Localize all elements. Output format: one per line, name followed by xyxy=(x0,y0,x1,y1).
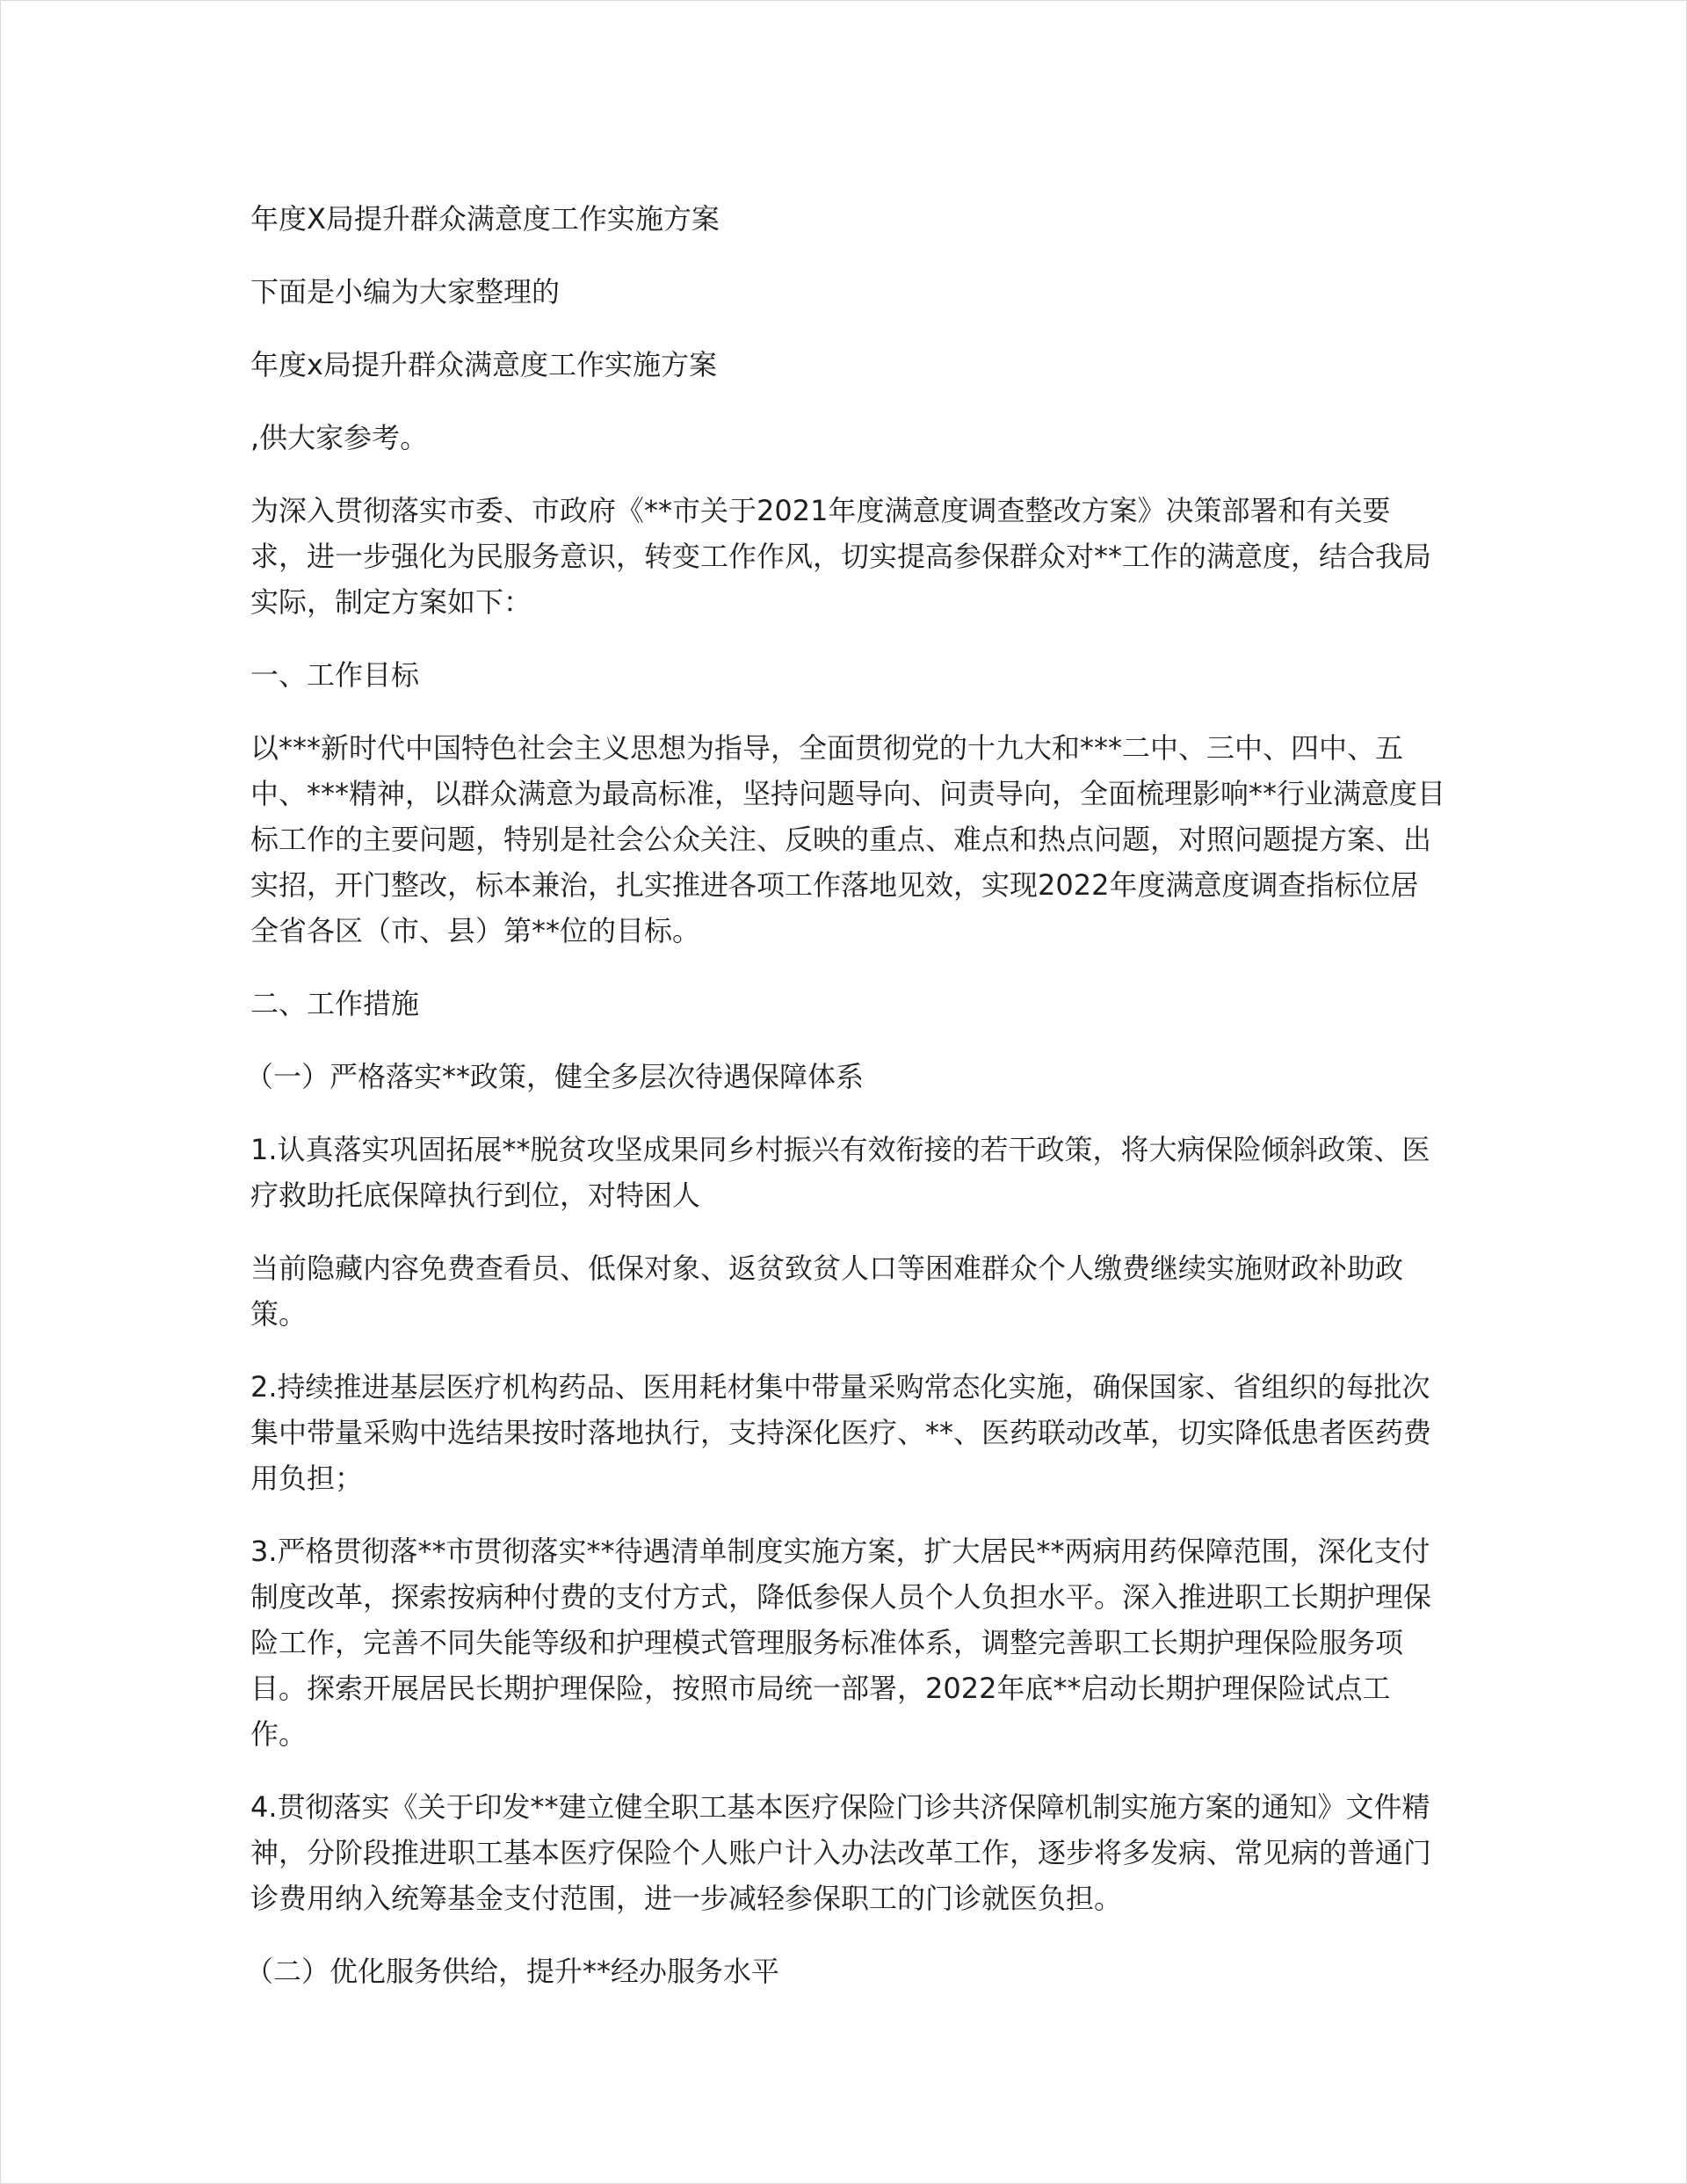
item-4-paragraph: 4.贯彻落实《关于印发**建立健全职工基本医疗保险门诊共济保障机制实施方案的通知》文件精神，分阶段推进职工基本医疗保险个人账户计入办法改革工作，逐步将多发病、常见病的普通门诊费用纳入统筹基金支付范围，进一步减轻参保职工的门诊就医负担。 xyxy=(250,1790,1432,1915)
intro-tail-line: ,供大家参考。 xyxy=(250,421,429,454)
preface-paragraph: 为深入贯彻落实市委、市政府《**市关于2021年度满意度调查整改方案》决策部署和有关要求，进一步强化为民服务意识，转变工作作风，切实提高参保群众对**工作的满意度，结合我局实际，制定方案如下： xyxy=(250,494,1432,619)
document-title-repeat: 年度x局提升群众满意度工作实施方案 xyxy=(250,348,717,381)
section-1-paragraph: 以***新时代中国特色社会主义思想为指导，全面贯彻党的十九大和***二中、三中、四中、五中、***精神，以群众满意为最高标准，坚持问题导向、问责导向，全面梳理影响**行业满意度目标工作的主要问题，特别是社会公众关注、反映的重点、难点和热点问题，对照问题提方案、出实招，开门整改，标本兼治，扎实推进各项工作落地见效，实现2022年度满意度调查指标位居全省各区（市、县）第**位的目标。 xyxy=(250,731,1446,947)
item-1-continuation: 当前隐藏内容免费查看员、低保对象、返贫致贫人口等困难群众个人缴费继续实施财政补助政策。 xyxy=(250,1252,1404,1331)
subsection-1-heading: （一）严格落实**政策，健全多层次待遇保障体系 xyxy=(245,1060,865,1093)
document-title: 年度X局提升群众满意度工作实施方案 xyxy=(250,202,720,236)
subsection-2-heading: （二）优化服务供给，提升**经办服务水平 xyxy=(245,1955,780,1988)
item-2-paragraph: 2.持续推进基层医疗机构药品、医用耗材集中带量采购常态化实施，确保国家、省组织的每批次集中带量采购中选结果按时落地执行，支持深化医疗、**、医药联动改革，切实降低患者医药费用负担； xyxy=(250,1370,1432,1495)
item-3-paragraph: 3.严格贯彻落**市贯彻落实**待遇清单制度实施方案，扩大居民**两病用药保障范围，深化支付制度改革，探索按病种付费的支付方式，降低参保人员个人负担水平。深入推进职工长期护理保险工作，完善不同失能等级和护理模式管理服务标准体系，调整完善职工长期护理保险服务项目。探索开展居民长期护理保险，按照市局统一部署，2022年底**启动长期护理保险试点工作。 xyxy=(250,1535,1432,1751)
intro-line: 下面是小编为大家整理的 xyxy=(250,275,561,308)
section-1-heading: 一、工作目标 xyxy=(250,658,420,692)
item-1-paragraph: 1.认真落实巩固拓展**脱贫攻坚成果同乡村振兴有效衔接的若干政策，将大病保险倾斜政策、医疗救助托底保障执行到位，对特困人 xyxy=(250,1133,1430,1212)
document-body xyxy=(245,196,1446,2021)
section-2-heading: 二、工作措施 xyxy=(250,987,420,1020)
